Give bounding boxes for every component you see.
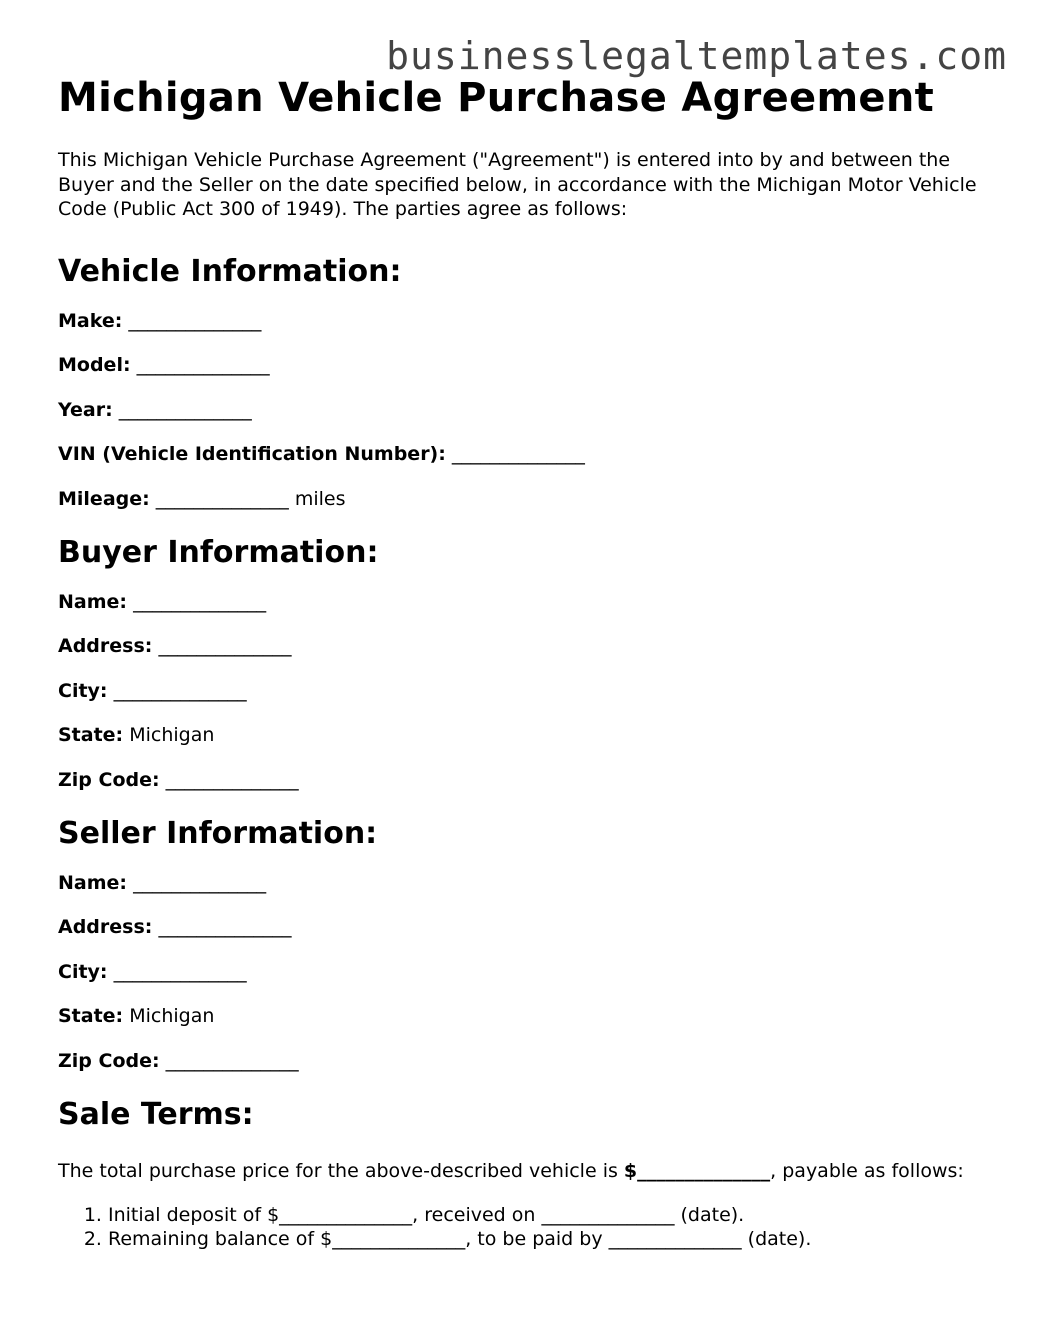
buyer-address-field — [58, 634, 988, 658]
seller-zip-blank[interactable]: ______________ — [165, 1049, 299, 1072]
seller-address-label: Address: — [58, 916, 153, 938]
seller-zip-label: Zip Code: — [58, 1049, 160, 1072]
intro-paragraph: This Michigan Vehicle Purchase Agreement ("Agreement") is entered into by and between the Buyer and the Seller on the date specified below, in accordance with the Michigan Motor Vehicle Code (Public Act 300 of 1949). The parties agree as follows: — [58, 149, 977, 220]
seller-city-label: City: — [58, 960, 108, 983]
year-label: Year: — [58, 398, 113, 421]
model-field — [58, 353, 988, 377]
buyer-state-value: Michigan — [129, 724, 215, 746]
vin-label: VIN (Vehicle Identification Number): — [58, 443, 446, 465]
year-field — [58, 398, 988, 422]
year-blank[interactable]: ______________ — [118, 398, 252, 421]
price-blank[interactable]: $______________ — [623, 1159, 771, 1182]
seller-heading: Seller Information: — [58, 815, 378, 851]
payment-list — [58, 1203, 988, 1252]
seller-section — [58, 814, 988, 1073]
make-label: Make: — [58, 309, 123, 332]
document — [58, 72, 988, 1252]
sale-section — [58, 1095, 988, 1252]
mileage-blank[interactable]: ______________ — [155, 487, 289, 510]
make-field — [58, 309, 988, 333]
payment-item-deposit: 1. Initial deposit of $______________, received on ______________ (date). — [108, 1203, 988, 1228]
make-blank[interactable]: ______________ — [128, 309, 262, 332]
buyer-name-label: Name: — [58, 590, 128, 613]
seller-city-field — [58, 960, 988, 984]
model-blank[interactable]: ______________ — [136, 354, 270, 376]
buyer-city-label: City: — [58, 679, 108, 702]
mileage-field — [58, 487, 988, 511]
vehicle-heading: Vehicle Information: — [58, 253, 402, 289]
buyer-zip-label: Zip Code: — [58, 768, 160, 791]
seller-name-field — [58, 871, 988, 895]
purchase-price-paragraph — [58, 1159, 988, 1183]
seller-address-field — [58, 915, 988, 939]
payment-item-balance: 2. Remaining balance of $______________, to be paid by ______________ (date). — [108, 1227, 988, 1252]
seller-name-label: Name: — [58, 871, 128, 894]
buyer-name-field — [58, 590, 988, 614]
mileage-label: Mileage: — [58, 487, 150, 510]
seller-name-blank[interactable]: ______________ — [133, 871, 267, 894]
vin-field — [58, 442, 988, 466]
buyer-address-blank[interactable]: ______________ — [158, 635, 292, 657]
seller-state-field — [58, 1004, 988, 1028]
sale-heading: Sale Terms: — [58, 1096, 254, 1132]
buyer-name-blank[interactable]: ______________ — [133, 590, 267, 613]
price-text-after: , payable as follows: — [770, 1159, 964, 1182]
buyer-heading: Buyer Information: — [58, 534, 379, 570]
buyer-state-field — [58, 723, 988, 747]
buyer-zip-blank[interactable]: ______________ — [165, 768, 299, 791]
seller-address-blank[interactable]: ______________ — [158, 916, 292, 938]
vehicle-section — [58, 252, 988, 511]
seller-city-blank[interactable]: ______________ — [113, 960, 247, 983]
document-title: Michigan Vehicle Purchase Agreement — [58, 75, 935, 121]
vin-blank[interactable]: ______________ — [451, 443, 585, 465]
model-label: Model: — [58, 354, 131, 376]
buyer-section — [58, 533, 988, 792]
buyer-address-label: Address: — [58, 635, 153, 657]
buyer-state-label: State: — [58, 724, 124, 746]
buyer-city-field — [58, 679, 988, 703]
seller-state-label: State: — [58, 1005, 124, 1027]
price-text-before: The total purchase price for the above-described vehicle is — [58, 1159, 624, 1182]
seller-zip-field — [58, 1049, 988, 1073]
mileage-unit: miles — [294, 487, 346, 510]
seller-state-value: Michigan — [129, 1005, 215, 1027]
buyer-city-blank[interactable]: ______________ — [113, 679, 247, 702]
watermark: businesslegaltemplates.com — [386, 34, 1007, 78]
buyer-zip-field — [58, 768, 988, 792]
